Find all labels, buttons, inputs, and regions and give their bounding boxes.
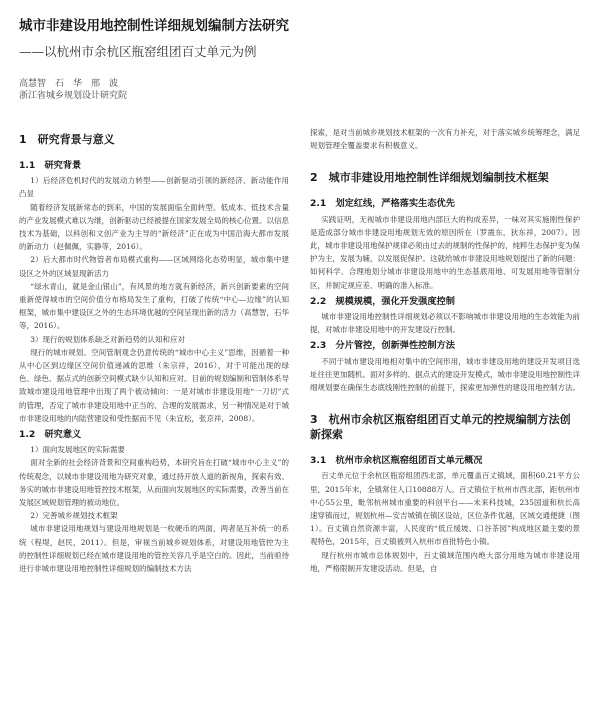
paragraph: 百丈单元位于余杭区瓶窑组团西北部，单元覆盖百丈镇域，面积60.21平方公里，2015年末，全镇常住人口10888万人。百丈镇位于杭州市西北部，距杭州市中心55公里，毗邻杭州城市重要的科创平台——未来科技城，235国道和杭长高速穿镇而过，规划杭州—安吉城镇在镇区设站，区位条件优越，区域交通便捷（图1）。百丈镇自然资源丰富，人民度的“低丘缓坡、口谷茶园”构成地区最主要的景观特色，2015年，百丈镇被列入杭州市首批特色小镇。 <box>310 471 580 547</box>
section-3-heading: 3 杭州市余杭区瓶窑组团百丈单元的控规编制方法创新探索 <box>310 413 571 442</box>
section-2-1-heading: 2.1 划定红线，严格落实生态优先 <box>310 198 455 210</box>
section-2-2-heading: 2.2 规模规模，强化开发强度控制 <box>310 295 455 307</box>
paragraph: 实践证明，无视城市非建设用地内部巨大的构成差异，一味对其实施刚性保护是造成部分城市非建设用地规划无效的原因所在（罗震东，狄东祥，2007）。因此，城市非建设用地保护规律必须由过去的规制的性保护的，纯粹生态保护变为保护为主，发展为辅，以发展促保护。这就给城市非建设用地规划提出了新的问题：如何科学、合理地划分城市非建设用地中的生态基底用地、可发展用地等管制分区，并制定规应差、明确的准入标准。 <box>310 214 580 290</box>
section-2-3-heading: 2.3 分片管控，创新弹性控制方法 <box>310 340 455 352</box>
section-3-1-heading: 3.1 杭州市余杭区瓶窑组团百丈单元概况 <box>310 455 483 467</box>
paragraph: 1）后经济危机时代的发展动力转型——创新驱动引领的新经济、新动能作用凸显 <box>19 176 289 199</box>
paragraph: 不同于城市建设用地相对集中的空间形用，城市非建设用地的建设开发项目选址往往更加随机。面对多样的、据点式的建设开发模式，城市非建设用地控制性详细规划要在确保生态底线刚性控制的前提下，探索更加弹性的建设用地控制方法。 <box>310 356 580 393</box>
paragraph: 现行杭州市城市总体规划中，百丈镇域范围内绝大部分用地为城市非建设用地，严格限制开发建设活动。但是，自 <box>310 550 580 573</box>
section-1-2-heading: 1.2 研究意义 <box>19 429 82 441</box>
right-column <box>310 126 580 575</box>
paragraph: 面对全新的社会经济背景和空间重构趋势，本研究旨在打破“城市中心主义”的传统观念，以城市非建设用地为研究对象，通过持开放人道的新视角，探索有效、务实的城市非建设用地管控技术框架，从而面向发展地区的实际需要，改善当前在发展区域规划管理的被动地位。 <box>19 458 289 508</box>
paragraph: 城市非建设用地规划与建设用地规划是一枚硬币的两面，两者是互补统一的系统（程堤，赵民，2011）。但是，审视当前城乡规划体系，对建设用地管控为主的控制性详细规划已经在城市建设用地的管控关容几乎是空白的。因此，当前亟待进行非城市建设用地控制性详细规划的编制技术方法 <box>19 524 289 574</box>
paragraph: 2）完善城乡规划技术框架 <box>30 511 118 521</box>
paragraph: 随着经济发展新常态的到来，中国的发展面临全面转型。低成本、低技术含量的产业发展模式难以为继，创新驱动已经被提在国家发展全局的核心位置。以信息技术为基础，以科创和文创产业为主导的“新经济”正在成为中国沿海大都市发展的新动力（赵佩佩，实静等，2016）。 <box>19 202 289 252</box>
section-1-heading: 1 研究背景与意义 <box>19 133 115 146</box>
paragraph: “绿水青山，就是金山银山”，有风景的地方就有新经济，新兴创新要素的空间重新使得城市的空间价值分布格局发生了重构，打破了传统“中心—边缘”的认知框架，城市集中建设区之外的生态环境优越的空间呈现出新的活力（高慧智，石华等，2016）。 <box>19 281 289 331</box>
paragraph: 现行的城市规划、空间管制观念仍意传统的“城市中心主义”思维，因循着一种从中心区到边缘区空间价值递减的思维（朱宗祥，2016），对于可能出现的绿色、绿色、据点式的创新空间模式缺少认知和应对。目前的规划编制和管制体系导致城市建设用地管理中出现了两个被动倾向：一是对城市非建设用地“一刀切”式的管理，否定了城市非建设用地中正当的、合理的发展需求，另一种情况是对于城市非建设用地的内陆营建设和受性据而不见（朱宜松，张京祥，2008）。 <box>19 347 289 423</box>
paragraph: 2）后大都市时代物管者布局模式重构——区域网络化态势明显，城市集中建设区之外的区域显现新活力 <box>19 255 289 278</box>
section-2-heading: 2 城市非建设用地控制性详细规划编制技术框架 <box>310 171 549 185</box>
author-block <box>19 78 581 102</box>
authors: 高慧智 石 华 邢 波 <box>19 79 119 89</box>
paragraph: 1）面向发展地区的实际需要 <box>30 445 126 455</box>
left-column <box>19 126 289 575</box>
paper-subtitle: ——以杭州市余杭区瓶窑组团百丈单元为例 <box>19 44 257 59</box>
section-1-1-heading: 1.1 研究背景 <box>19 160 82 171</box>
affiliation: 浙江省城乡规划设计研究院 <box>19 91 128 101</box>
paragraph: 城市非建设用地控制性详细规划必须以不影响城市非建设用地的生态效能为前提，对城市非建设用地中的开发建设行控制。 <box>310 312 580 335</box>
paper-title: 城市非建设用地控制性详细规划编制方法研究 <box>19 18 289 34</box>
paragraph: 探索，是对当前城乡规划技术框架的一次有力补充，对于落实城乡统筹理念，满足规划管理全覆盖要求有积极意义。 <box>310 128 580 151</box>
paragraph: 3）现行的规划体系缺乏对新趋势的认知和应对 <box>30 334 186 344</box>
paper-header <box>19 14 581 102</box>
